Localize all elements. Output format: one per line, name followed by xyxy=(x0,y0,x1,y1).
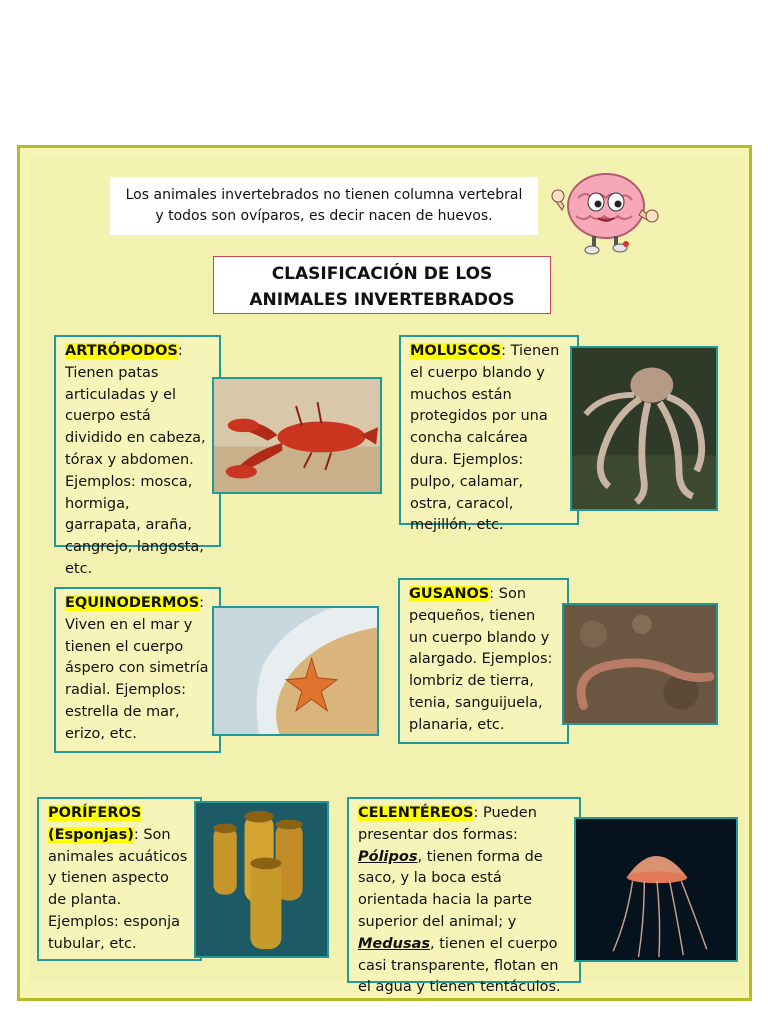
card-moluscos xyxy=(399,335,579,534)
group-name-poriferos: PORÍFEROS xyxy=(48,805,142,821)
group-text-equinodermos: : Viven en el mar y tienen el cuerpo áspero con simetría radial. Ejemplos: estrella de mar, erizo, etc. xyxy=(65,595,209,742)
intro-text xyxy=(110,177,538,235)
jellyfish-image xyxy=(574,817,738,962)
group-text-poriferos: : Son animales acuáticos y tienen aspecto de planta. Ejemplos: esponja tubular, etc. xyxy=(48,826,188,952)
octopus-image xyxy=(570,346,718,511)
group-text2-celentereos: , tienen forma de saco, y la boca está orientada hacia la parte superior del animal; y xyxy=(358,848,543,930)
brain-mascot-icon xyxy=(544,158,666,258)
group-name-equinodermos: EQUINODERMOS xyxy=(65,595,200,611)
card-equinodermos xyxy=(54,587,221,753)
page-title xyxy=(213,256,551,314)
term-medusas: Medusas xyxy=(358,935,431,952)
title-line-1: CLASIFICACIÓN DE LOS xyxy=(271,264,493,284)
intro-line-2: y todos son ovíparos, es decir nacen de huevos. xyxy=(155,208,493,224)
group-text-artropodos: : Tienen patas articuladas y el cuerpo está dividido en cabeza, tórax y abdomen. Ejemplos: mosca, hormiga, garrapata, araña, cangrejo, langosta, etc. xyxy=(65,343,206,577)
group-name-celentereos: CELENTÉREOS xyxy=(358,805,474,821)
card-poriferos xyxy=(37,797,202,961)
group-name2-poriferos: (Esponjas) xyxy=(48,826,134,843)
group-name-gusanos: GUSANOS xyxy=(409,586,490,602)
term-polipos: Pólipos xyxy=(358,848,418,865)
group-text-moluscos: : Tienen el cuerpo blando y muchos están protegidos por una concha calcárea dura. Ejemplos: pulpo, calamar, ostra, caracol, mejillón, etc. xyxy=(410,343,560,534)
card-artropodos xyxy=(54,335,221,577)
intro-line-1: Los animales invertebrados no tienen columna vertebral xyxy=(125,187,523,203)
group-name-artropodos: ARTRÓPODOS xyxy=(65,343,178,359)
title-line-2: ANIMALES INVERTEBRADOS xyxy=(249,290,515,310)
earthworm-image xyxy=(562,603,718,725)
group-text1-celentereos: : Pueden presentar dos formas: xyxy=(358,805,537,843)
tube-sponge-image xyxy=(194,801,329,958)
card-gusanos xyxy=(398,578,569,744)
group-text-gusanos: : Son pequeños, tienen un cuerpo blando y alargado. Ejemplos: lombriz de tierra, tenia, sanguijuela, planaria, etc. xyxy=(409,586,553,733)
card-celentereos xyxy=(347,797,581,996)
group-name-moluscos: MOLUSCOS xyxy=(410,343,502,359)
group-text3-celentereos: , tienen el cuerpo casi transparente, flotan en el agua y tienen tentáculos. xyxy=(358,935,561,996)
lobster-image xyxy=(212,377,382,494)
starfish-image xyxy=(212,606,379,736)
